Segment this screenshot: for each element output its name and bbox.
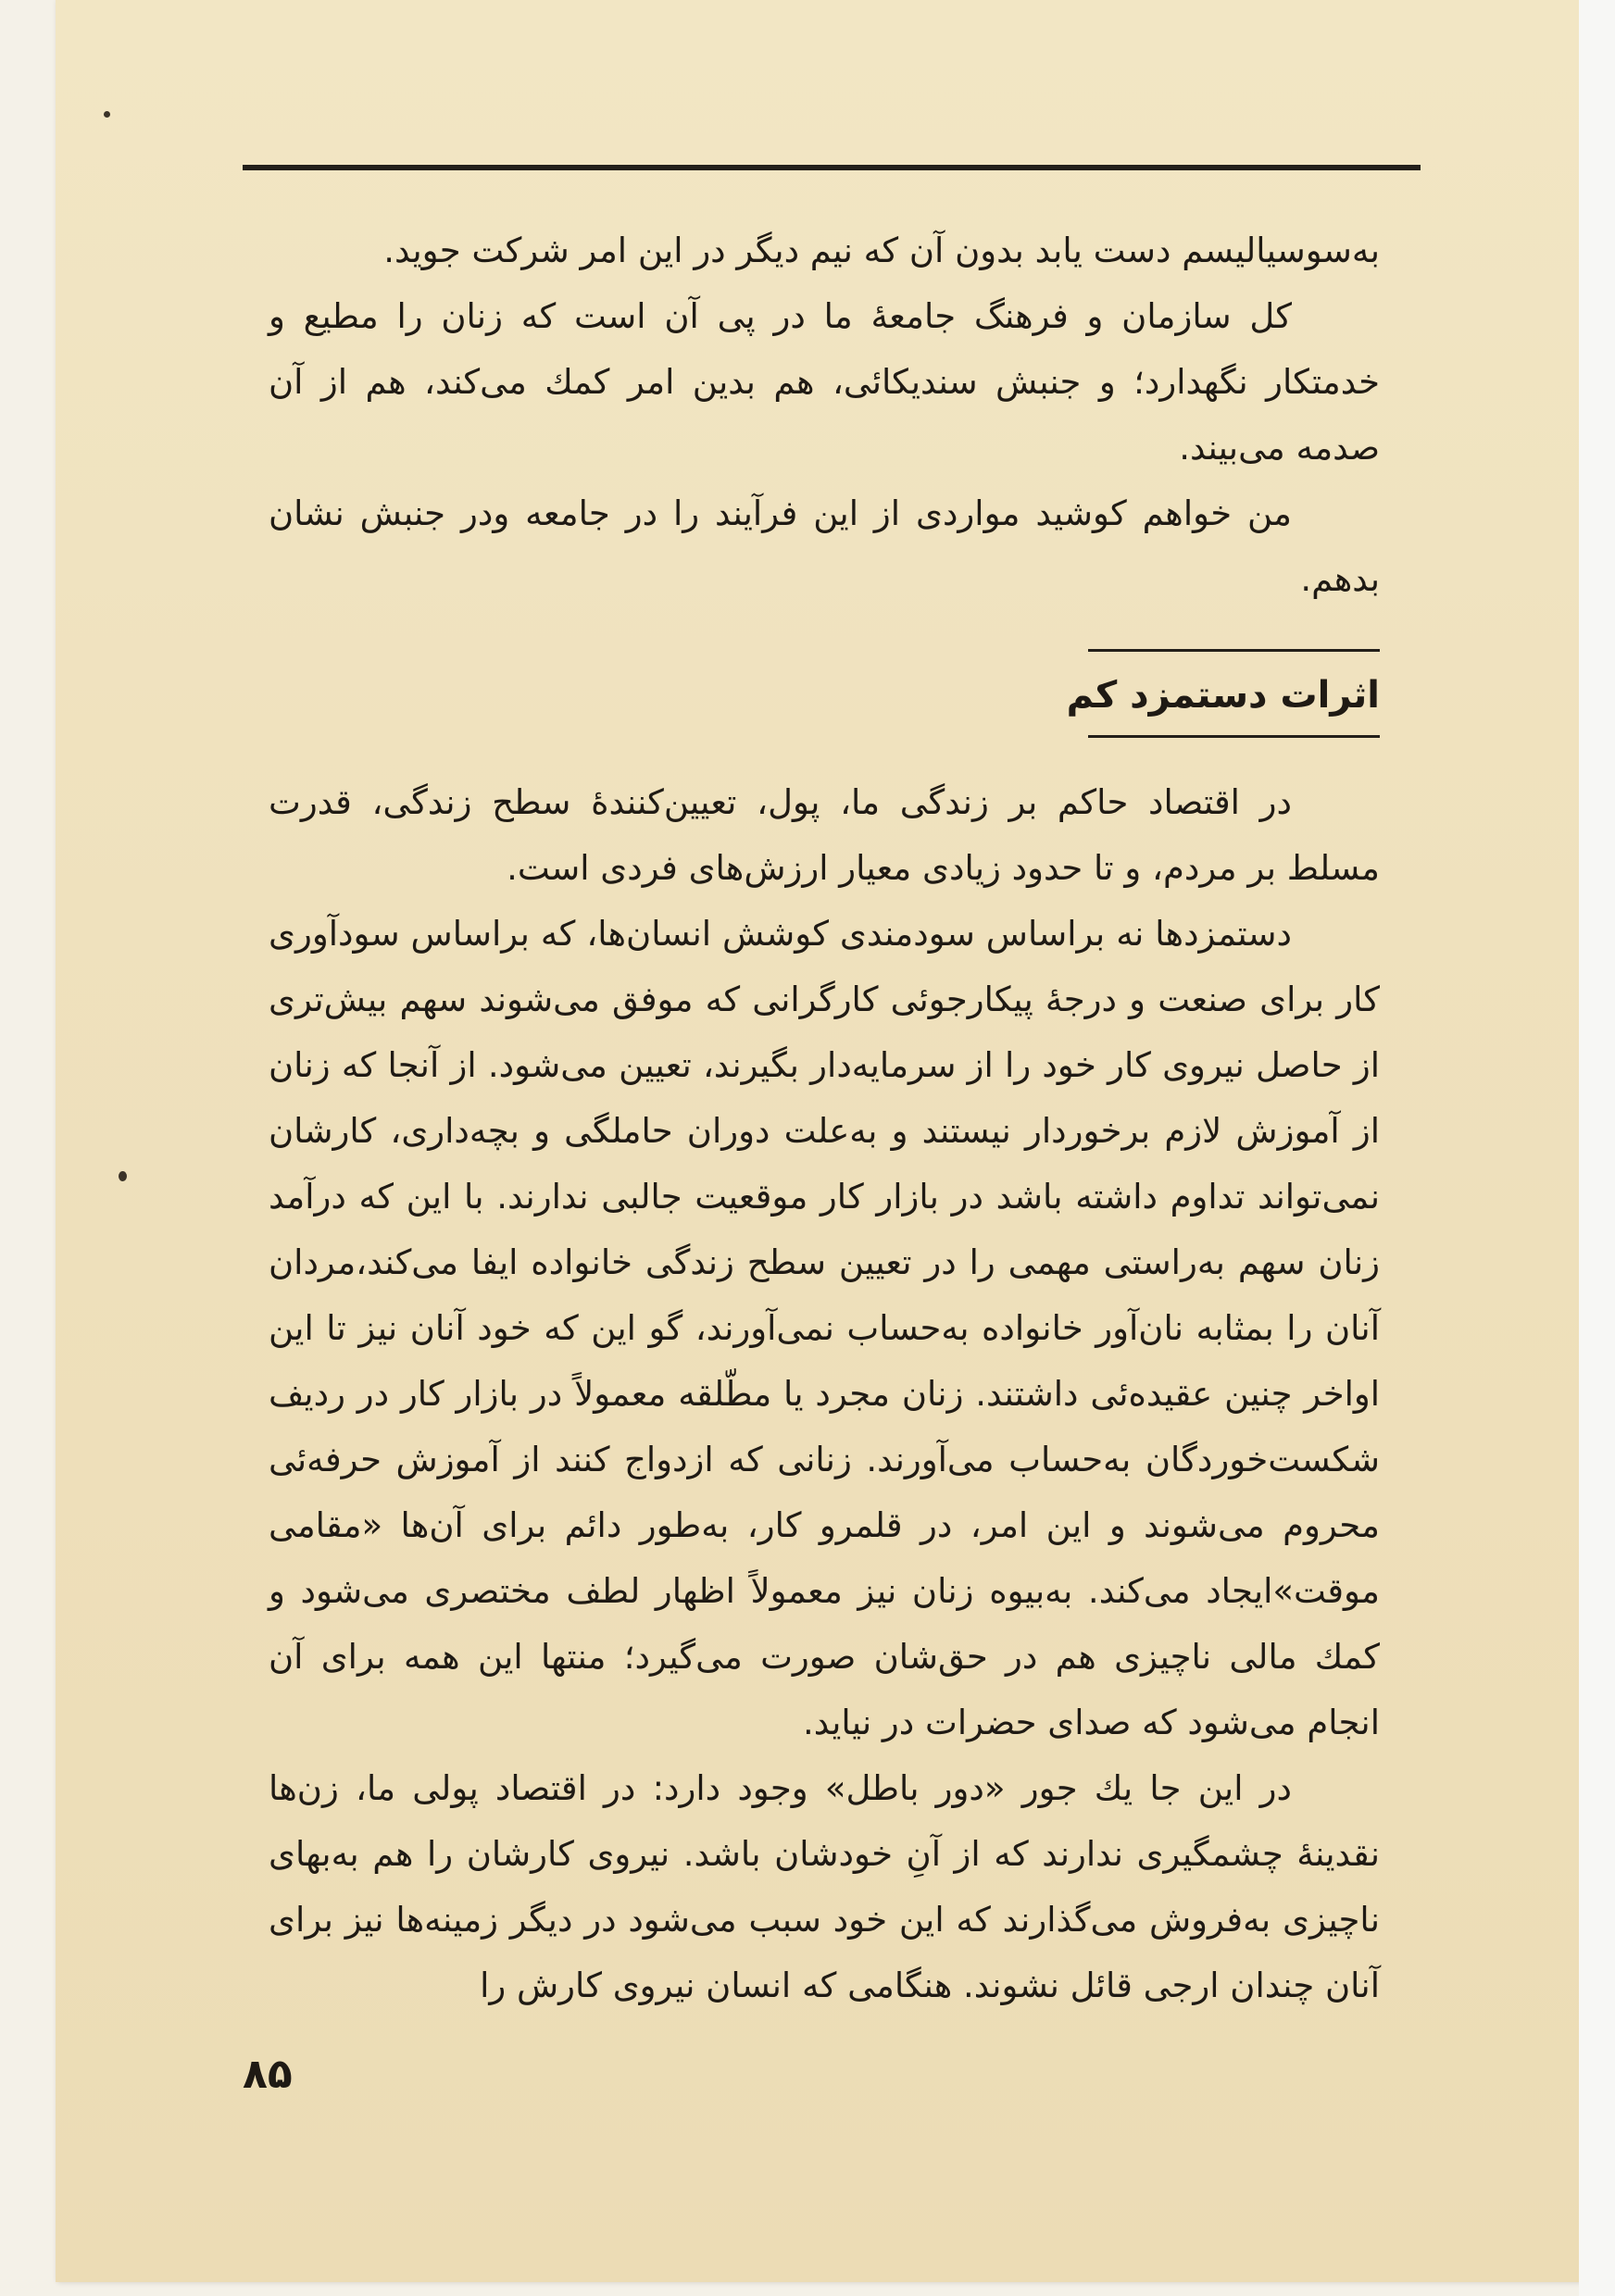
heading-rule-top: [1088, 649, 1380, 652]
page-number: ۸۵: [243, 2051, 293, 2098]
paragraph: من خواهم کوشید مواردی از این فرآیند را در جامعه ودر جنبش نشان بدهم.: [269, 493, 1380, 599]
paragraph: در اقتصاد حاکم بر زندگی ما، پول، تعیین‌کنندهٔ سطح زندگی، قدرت مسلط بر مردم، و تا حدود زیادی معیار ارزش‌های فردی است.: [269, 782, 1380, 888]
ink-speck: [104, 111, 110, 118]
paragraph: کل سازمان و فرهنگ جامعهٔ ما در پی آن است که زنان را مطیع و خدمتکار نگهدارد؛ و جنبش سندیکائی، هم بدین امر کمك می‌کند، هم از آن صدمه می‌بیند.: [269, 296, 1380, 468]
ink-speck: [119, 1171, 127, 1181]
section-heading: اثرات دستمزد کم: [1066, 674, 1380, 717]
scanner-edge: [1579, 0, 1615, 2296]
paragraph: در این جا یك جور «دور باطل» وجود دارد: در اقتصاد پولی ما، زن‌ها نقدینهٔ چشمگیری ندارند که از آنِ خودشان باشد. نیروی کارشان را هم به‌بهای ناچیزی به‌فروش می‌گذارند که این خود سبب می‌شود در دیگر زمینه‌ها نیز برای آنان چندان ارجی قائل نشوند. هنگامی که انسان نیروی کارش را: [269, 1768, 1380, 2005]
section-heading-block: [269, 640, 1380, 769]
paragraph: دستمزدها نه براساس سودمندی کوشش انسان‌ها، که براساس سودآوری کار برای صنعت و درجهٔ پیکارجوئی کارگرانی که موفق می‌شوند سهم بیش‌تری از حاصل نیروی کار خود را از سرمایه‌دار بگیرند، تعیین می‌شود. از آنجا که زنان از آموزش لازم برخوردار نیستند و به‌علت دوران حاملگی و بچه‌داری، کارشان نمی‌تواند تداوم داشته باشد در بازار کار موقعیت جالبی ندارند. با این که درآمد زنان سهم به‌راستی مهمی را در تعیین سطح زندگی خانواده ایفا می‌کند،مردان آنان را بمثابه نان‌آور خانواده به‌حساب نمی‌آورند، گو این که خود آنان نیز تا این اواخر چنین عقیده‌ئی داشتند. زنان مجرد یا مطّلقه معمولاً در بازار کار در ردیف شکست‌خوردگان به‌حساب می‌آورند. زنانی که ازدواج کنند از آموزش حرفه‌ئی محروم می‌شوند و این امر، در قلمرو کار، به‌طور دائم برای آن‌ها «مقامی موقت»ایجاد می‌کند. به‌بیوه زنان نیز معمولاً اظهار لطف مختصری می‌شود و کمك مالی ناچیزی هم در حق‌شان صورت می‌گیرد؛ منتها این همه برای آن انجام می‌شود که صدای حضرات در نیاید.: [269, 914, 1380, 1742]
header-rule: [243, 165, 1421, 170]
paragraph: به‌سوسیالیسم دست یابد بدون آن که نیم دیگر در این امر شرکت جوید.: [383, 231, 1380, 270]
heading-rule-bottom: [1088, 735, 1380, 738]
body-text: [269, 218, 1380, 2018]
